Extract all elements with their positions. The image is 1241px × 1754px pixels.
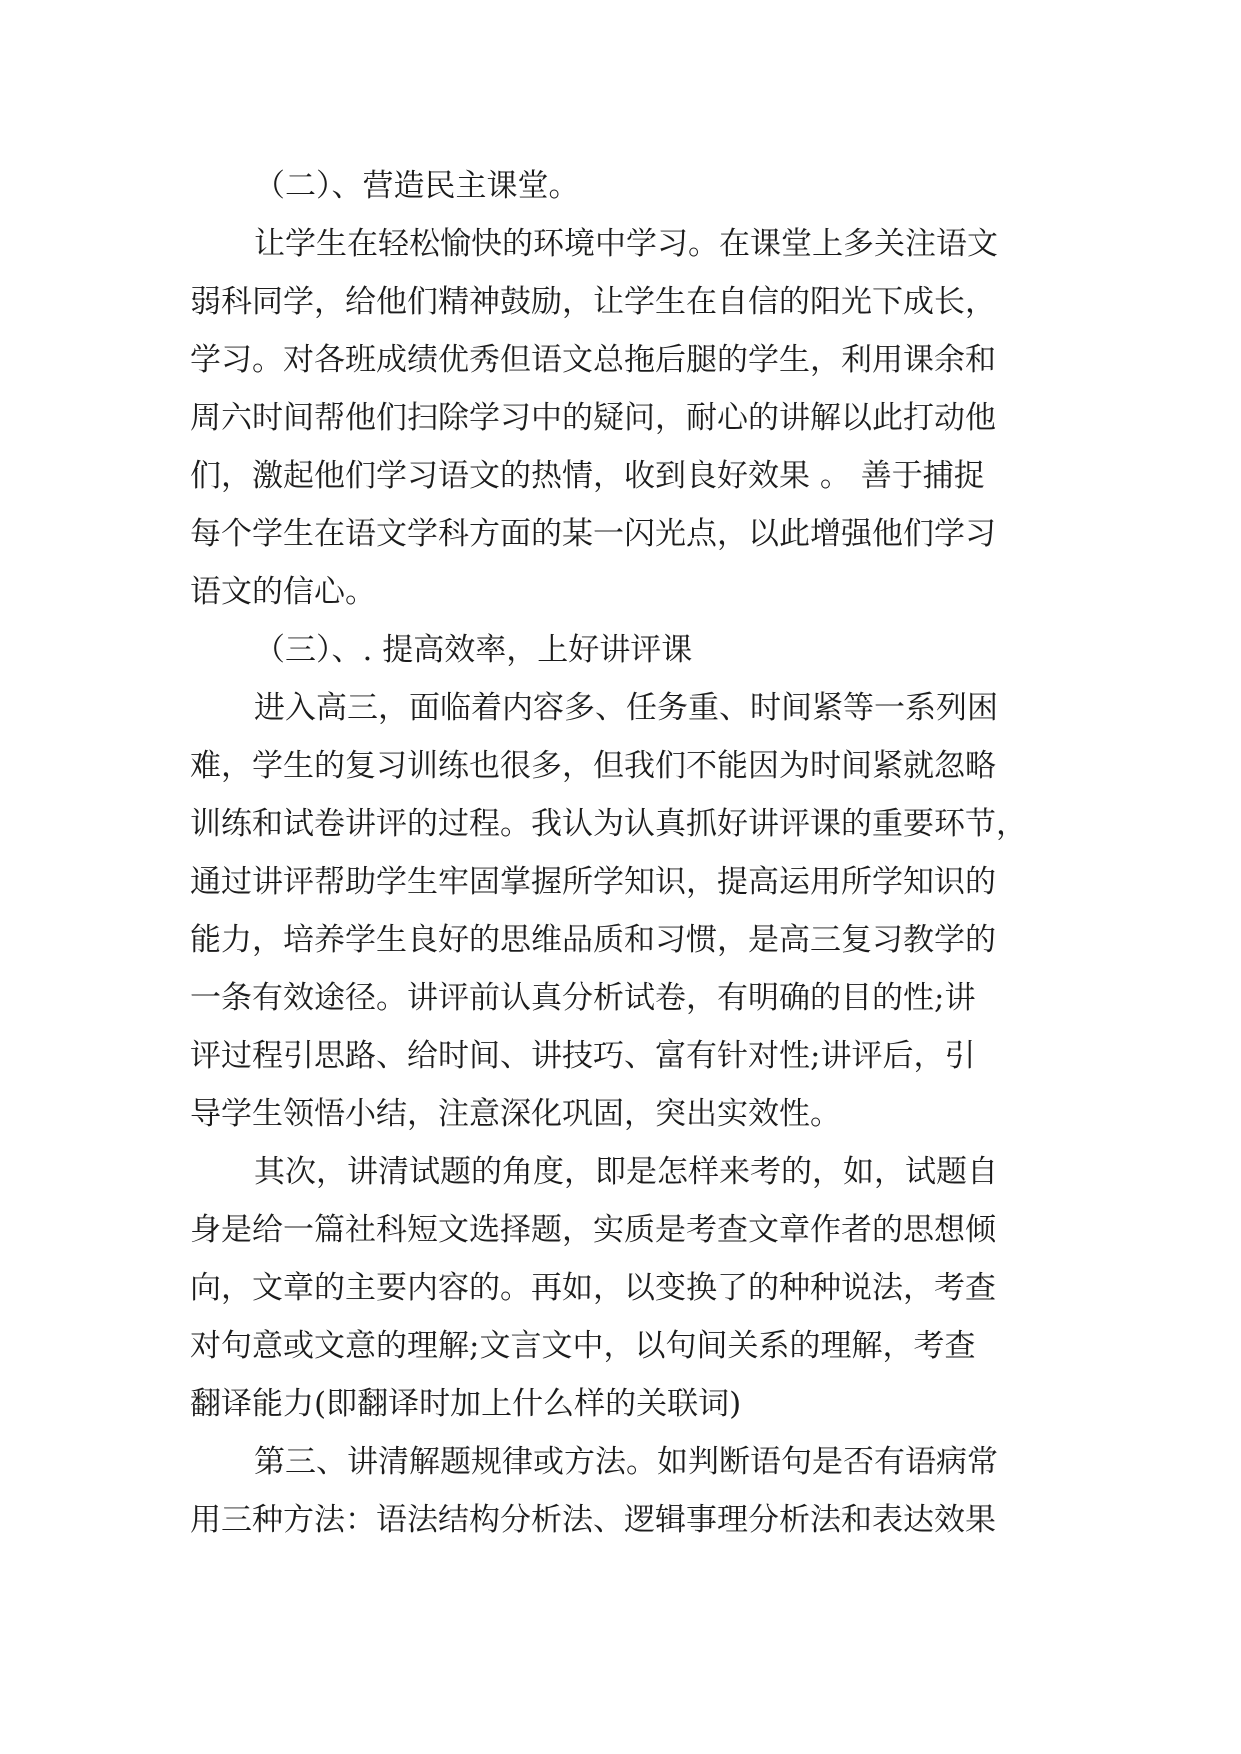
paragraph-line: 第三、讲清解题规律或方法。如判断语句是否有语病常 (254, 1444, 998, 1480)
paragraph-line: 让学生在轻松愉快的环境中学习。在课堂上多关注语文 (254, 226, 998, 262)
paragraph-line: 一条有效途径。讲评前认真分析试卷，有明确的目的性;讲 (190, 980, 976, 1016)
paragraph-line: 每个学生在语文学科方面的某一闪光点，以此增强他们学习 (190, 516, 996, 552)
paragraph-line: 弱科同学，给他们精神鼓励，让学生在自信的阳光下成长， (190, 284, 996, 320)
paragraph-line: 训练和试卷讲评的过程。我认为认真抓好讲评课的重要环节， (190, 806, 1027, 842)
paragraph-line: 向，文章的主要内容的。再如，以变换了的种种说法，考查 (190, 1270, 996, 1306)
paragraph-line: 难，学生的复习训练也很多，但我们不能因为时间紧就忽略 (190, 748, 996, 784)
paragraph-line: 翻译能力(即翻译时加上什么样的关联词) (190, 1386, 742, 1422)
paragraph-line: 们，激起他们学习语文的热情，收到良好效果 。 善于捕捉 (190, 458, 985, 494)
paragraph-line: 对句意或文意的理解;文言文中，以句间关系的理解，考查 (190, 1328, 976, 1364)
paragraph-line: 评过程引思路、给时间、讲技巧、富有针对性;讲评后，引 (190, 1038, 976, 1074)
section-heading-2: （二）、营造民主课堂。 (254, 168, 580, 204)
paragraph-line: 进入高三，面临着内容多、任务重、时间紧等一系列困 (254, 690, 998, 726)
paragraph-line: 周六时间帮他们扫除学习中的疑问，耐心的讲解以此打动他 (190, 400, 996, 436)
paragraph-line: 语文的信心。 (190, 574, 376, 610)
paragraph-line: 用三种方法：语法结构分析法、逻辑事理分析法和表达效果 (190, 1502, 996, 1538)
paragraph-line: 导学生领悟小结，注意深化巩固，突出实效性。 (190, 1096, 841, 1132)
section-heading-3: （三）、. 提高效率，上好讲评课 (254, 632, 693, 668)
paragraph-line: 学习。对各班成绩优秀但语文总拖后腿的学生，利用课余和 (190, 342, 996, 378)
paragraph-line: 其次，讲清试题的角度，即是怎样来考的，如，试题自 (254, 1154, 998, 1190)
paragraph-line: 通过讲评帮助学生牢固掌握所学知识，提高运用所学知识的 (190, 864, 996, 900)
paragraph-line: 能力，培养学生良好的思维品质和习惯，是高三复习教学的 (190, 922, 996, 958)
paragraph-line: 身是给一篇社科短文选择题，实质是考查文章作者的思想倾 (190, 1212, 996, 1248)
